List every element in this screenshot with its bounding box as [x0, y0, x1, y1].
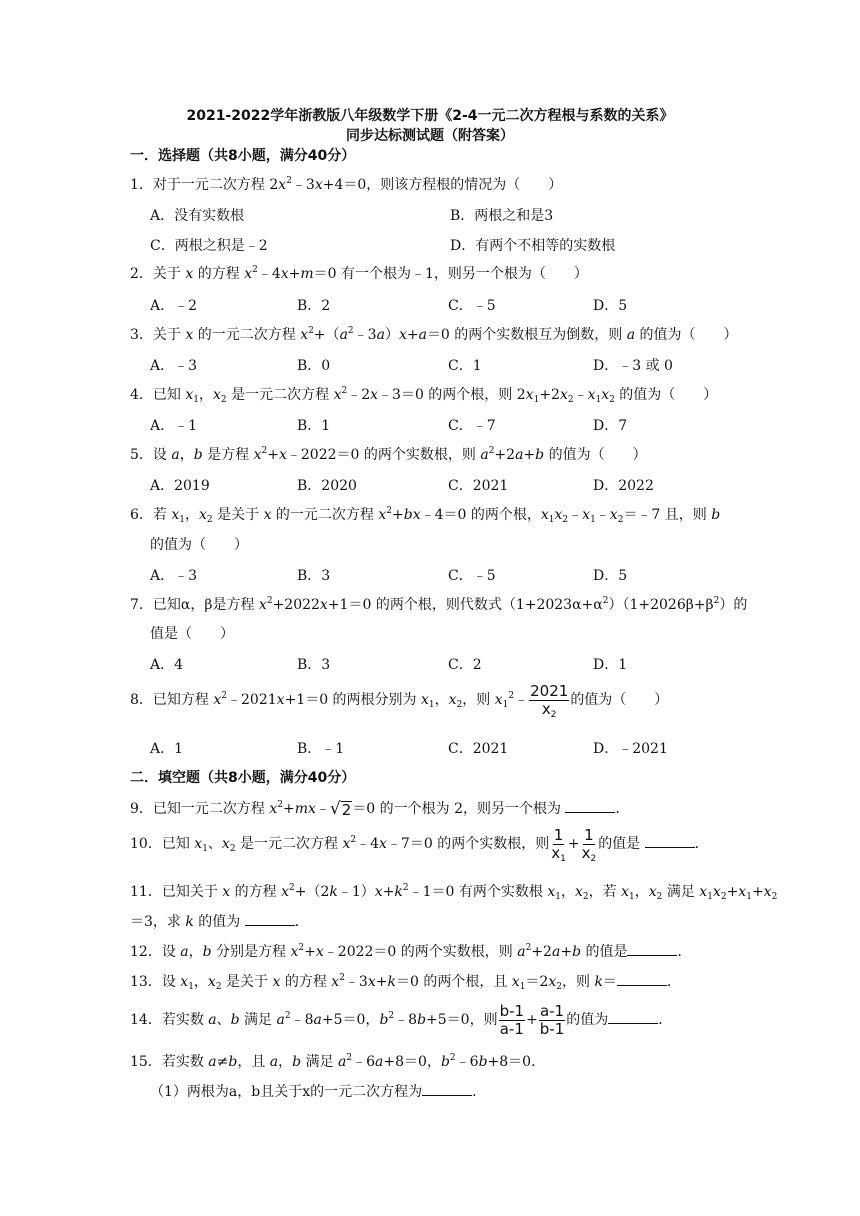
question-11-continued: ＝3，求 k 的值为 ．	[130, 914, 309, 930]
answer-blank-14[interactable]	[608, 1010, 658, 1024]
q8-option-d[interactable]: D．﹣2021	[593, 741, 668, 757]
question-11: 11．已知关于 x 的方程 $x^2+(2k﹣1)x+k^2﹣1=0$ 有两个实数根 $x_1$，$x_2$，若 $x_1$，$x_2$ 满足 $x_1x_2+x_1+x_2$	[130, 883, 778, 902]
q6-option-a[interactable]: A．﹣3	[150, 568, 198, 584]
question-2: 2．关于 x 的方程 $x^2﹣4x+m=0$ 有一个根为﹣1，则另一个根为（ ）	[130, 265, 588, 282]
answer-blank-15-1[interactable]	[422, 1082, 472, 1096]
answer-blank-13[interactable]	[617, 972, 667, 986]
question-6-continued: 的值为（ ）	[150, 537, 248, 553]
fraction-1-over-x2: $\frac{1}{x_2}$	[581, 825, 597, 864]
fraction-1-over-x1: $\frac{1}{x_1}$	[551, 825, 566, 864]
q4-option-c[interactable]: C．﹣7	[448, 418, 496, 434]
question-14: 14．若实数 a、b 满足 $a^2﹣8a+5=0$，$b^2﹣8b+5=0$，则 $\frac{b-1}{a-1}$ + $\frac{a-1}{b-1}$ 的值为 ．	[130, 1001, 673, 1038]
sqrt-2: √ 2	[329, 799, 352, 819]
question-15-part-1: （1）两根为a，b且关于x的一元二次方程为 ．	[150, 1084, 487, 1100]
q7-option-b[interactable]: B．3	[297, 657, 331, 673]
q7-option-d[interactable]: D．1	[593, 657, 628, 673]
title-line-1: 2021-2022学年浙教版八年级数学下册《2-4一元二次方程根与系数的关系》	[186, 108, 674, 124]
q3-option-a[interactable]: A．﹣3	[150, 358, 198, 374]
section-heading-fill: 二．填空题（共8小题，满分40分）	[130, 770, 356, 786]
q8-option-c[interactable]: C．2021	[448, 741, 509, 757]
q5-option-c[interactable]: C．2021	[448, 478, 509, 494]
q6-option-d[interactable]: D．5	[593, 568, 628, 584]
fraction-a1-over-b1: $\frac{a-1}{b-1}$	[539, 1001, 565, 1038]
q2-option-c[interactable]: C．﹣5	[448, 298, 496, 314]
q5-option-b[interactable]: B．2020	[297, 478, 357, 494]
section-heading-choice: 一．选择题（共8小题，满分40分）	[130, 148, 356, 164]
q3-option-c[interactable]: C．1	[448, 358, 482, 374]
answer-blank-12[interactable]	[627, 942, 677, 956]
fraction-b1-over-a1: $\frac{b-1}{a-1}$	[499, 1001, 525, 1038]
q3-option-b[interactable]: B．0	[297, 358, 331, 374]
question-15: 15．若实数 a≠b，且 a，b 满足 $a^2﹣6a+8=0$，$b^2﹣6b+8=0$．	[130, 1053, 546, 1070]
q4-option-d[interactable]: D．7	[593, 418, 628, 434]
q8-option-a[interactable]: A．1	[150, 741, 184, 757]
answer-blank-9[interactable]	[565, 799, 615, 813]
q5-option-d[interactable]: D．2022	[593, 478, 654, 494]
q2-option-d[interactable]: D．5	[593, 298, 628, 314]
q1-option-c[interactable]: C．两根之积是﹣2	[150, 238, 268, 254]
q4-option-a[interactable]: A．﹣1	[150, 418, 198, 434]
q8-option-b[interactable]: B．﹣1	[297, 741, 345, 757]
question-13: 13．设 $x_1$，$x_2$ 是关于 x 的方程 $x^2﹣3x+k=0$ 的两个根，且 $x_1=2x_2$，则 k＝ ．	[130, 973, 681, 992]
q1-option-d[interactable]: D．有两个不相等的实数根	[450, 238, 616, 254]
question-4: 4．已知 $x_1$，$x_2$ 是一元二次方程 $x^2﹣2x﹣3=0$ 的两个根，则 $2x_1+2x_2﹣x_1x_2$ 的值为（ ）	[130, 386, 718, 405]
q2-option-b[interactable]: B．2	[297, 298, 331, 314]
question-1: 1．对于一元二次方程 $2x^2﹣3x+4=0$，则该方程根的情况为（ ）	[130, 176, 563, 193]
q6-option-b[interactable]: B．3	[297, 568, 331, 584]
question-8: 8．已知方程 $x^2﹣2021x+1=0$ 的两根分别为 $x_1$，$x_2$，则 $x_1^2﹣$ $\frac{2021}{x_2}$ 的值为（ ）	[130, 681, 669, 720]
question-7-continued: 值是（ ）	[150, 626, 234, 642]
q7-option-c[interactable]: C．2	[448, 657, 482, 673]
answer-blank-10[interactable]	[645, 834, 695, 848]
q4-option-b[interactable]: B．1	[297, 418, 331, 434]
answer-blank-11[interactable]	[245, 912, 295, 926]
q2-option-a[interactable]: A．﹣2	[150, 298, 198, 314]
q7-option-a[interactable]: A．4	[150, 657, 184, 673]
question-3: 3．关于 x 的一元二次方程 $x^2+(a^2﹣3a)x+a=0$ 的两个实数根互为倒数，则 a 的值为（ ）	[130, 326, 738, 343]
q1-option-a[interactable]: A．没有实数根	[150, 208, 245, 224]
question-9: 9．已知一元二次方程 $x^2+mx﹣$ √ 2 ＝0 的一个根为 2，则另一个根为 ．	[130, 799, 630, 819]
question-7: 7．已知α，β是方程 $x^2+2022x+1=0$ 的两个根，则代数式$(1+2023\alpha+\alpha^2)(1+2026\beta+\beta^2)$的	[130, 596, 748, 613]
title-line-2: 同步达标测试题（附答案）	[346, 128, 514, 144]
question-12: 12．设 a，b 分别是方程 $x^2+x﹣2022=0$ 的两个实数根，则 $a^2+2a+b$ 的值是 ．	[130, 943, 692, 960]
q3-option-d[interactable]: D．﹣3 或 0	[593, 358, 673, 374]
question-10: 10．已知 $x_1$、$x_2$ 是一元二次方程 $x^2﹣4x﹣7=0$ 的两个实数根，则 $\frac{1}{x_1}$ + $\frac{1}{x_2}$ 的值是 ．	[130, 825, 709, 864]
question-5: 5．设 a，b 是方程 $x^2+x﹣2022=0$ 的两个实数根，则 $a^2+2a+b$ 的值为（ ）	[130, 446, 647, 463]
q6-option-c[interactable]: C．﹣5	[448, 568, 496, 584]
q5-option-a[interactable]: A．2019	[150, 478, 210, 494]
fraction-2021-over-x2: $\frac{2021}{x_2}$	[530, 681, 569, 720]
question-6: 6．若 $x_1$，$x_2$ 是关于 x 的一元二次方程 $x^2+bx﹣4=0$ 的两个根，$x_1x_2﹣x_1﹣x_2=﹣7$ 且，则 b	[130, 506, 721, 525]
q1-option-b[interactable]: B．两根之和是3	[450, 208, 554, 224]
